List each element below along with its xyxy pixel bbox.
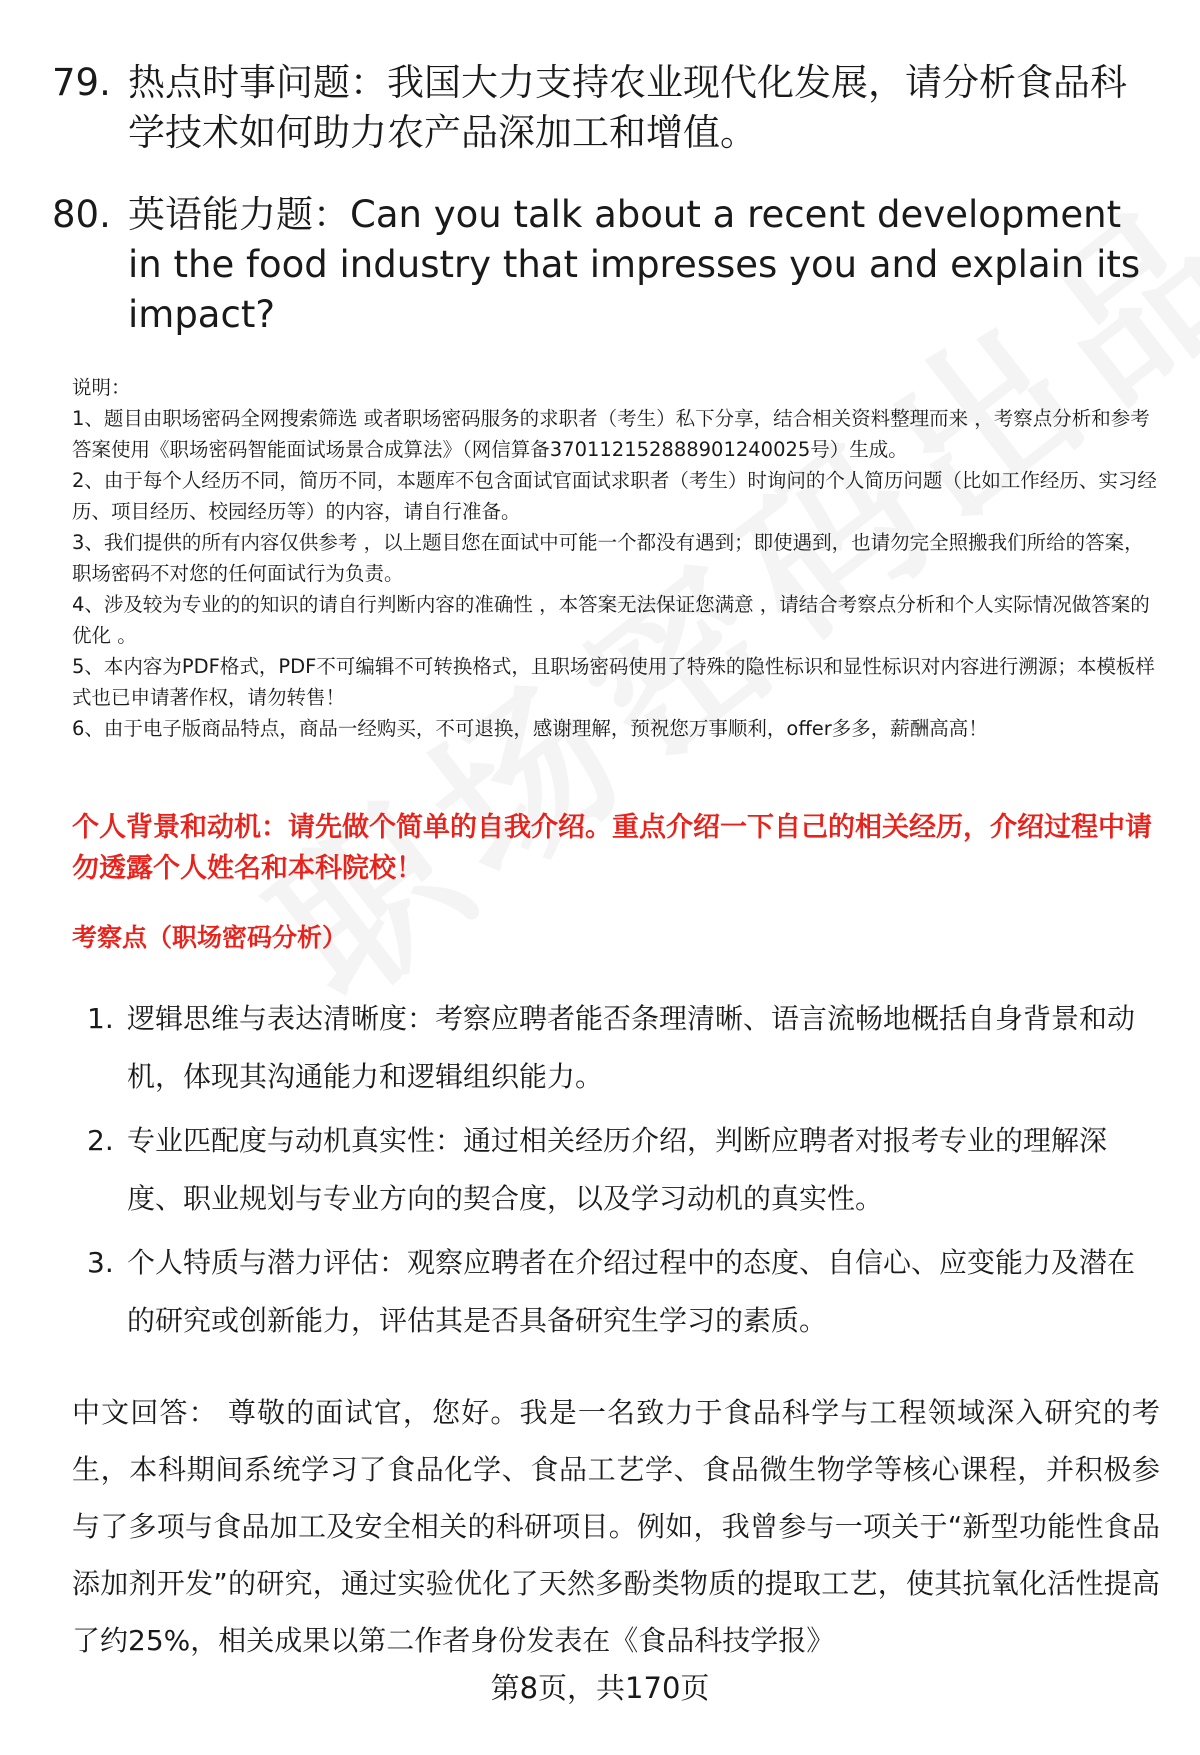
note-item: 3、我们提供的所有内容仅供参考 ，以上题目您在面试中可能一个都没有遇到；即使遇到，也请勿完全照搬我们所给的答案，职场密码不对您的任何面试行为负责。	[72, 531, 1144, 585]
notes-heading: 说明：	[72, 376, 131, 399]
list-item	[72, 990, 1157, 1106]
note-item: 6、由于电子版商品特点，商品一经购买，不可退换，感谢理解，预祝您万事顺利，offer多多，薪酬高高！	[72, 717, 988, 740]
list-item-number: 2.	[87, 1124, 114, 1157]
note-item: 4、涉及较为专业的的知识的请自行判断内容的准确性 ，本答案无法保证您满意 ，请结合考察点分析和个人实际情况做答案的优化 。	[72, 593, 1150, 647]
list-item	[72, 1112, 1157, 1228]
list-item-text: 个人特质与潜力评估：观察应聘者在介绍过程中的态度、自信心、应变能力及潜在的研究或创新能力，评估其是否具备研究生学习的素质。	[127, 1246, 1136, 1337]
notes-section	[72, 372, 1157, 744]
focus-points-list	[72, 990, 1157, 1356]
question-number: 79.	[52, 61, 111, 104]
note-item: 2、由于每个人经历不同，简历不同，本题库不包含面试官面试求职者（考生）时询问的个人简历问题（比如工作经历、实习经历、项目经历、校园经历等）的内容，请自行准备。	[72, 469, 1157, 523]
question-79	[52, 58, 1152, 158]
section-title: 个人背景和动机：请先做个简单的自我介绍。重点介绍一下自己的相关经历，介绍过程中请勿透露个人姓名和本科院校！	[72, 812, 1152, 884]
question-80	[52, 190, 1152, 340]
list-item	[72, 1234, 1157, 1350]
question-text: 热点时事问题：我国大力支持农业现代化发展，请分析食品科学技术如何助力农产品深加工和增值。	[128, 61, 1127, 154]
question-text: 英语能力题：Can you talk about a recent development in the food industry that impresses you and explain its impact?	[128, 193, 1141, 336]
note-item: 1、题目由职场密码全网搜索筛选 或者职场密码服务的求职者（考生）私下分享，结合相关资料整理而来 ，考察点分析和参考答案使用《职场密码智能面试场景合成算法》（网信算备370112152888901240025号）生成。	[72, 407, 1150, 461]
page-footer: 第8页，共170页	[490, 1671, 710, 1705]
list-item-text: 专业匹配度与动机真实性：通过相关经历介绍，判断应聘者对报考专业的理解深度、职业规划与专业方向的契合度，以及学习动机的真实性。	[127, 1124, 1108, 1215]
note-item: 5、本内容为PDF格式，PDF不可编辑不可转换格式，且职场密码使用了特殊的隐性标识和显性标识对内容进行溯源；本模板样式也已申请著作权，请勿转售！	[72, 655, 1155, 709]
focus-title: 考察点（职场密码分析）	[72, 923, 348, 952]
answer-paragraph: 中文回答： 尊敬的面试官，您好。我是一名致力于食品科学与工程领域深入研究的考生，本科期间系统学习了食品化学、食品工艺学、食品微生物学等核心课程，并积极参与了多项与食品加工及安全相关的科研项目。例如，我曾参与一项关于“新型功能性食品添加剂开发”的研究，通过实验优化了天然多酚类物质的提取工艺，使其抗氧化活性提高了约25%，相关成果以第二作者身份发表在《食品科技学报》	[72, 1396, 1160, 1657]
question-number: 80.	[52, 193, 111, 236]
list-item-number: 3.	[87, 1246, 114, 1279]
list-item-number: 1.	[87, 1002, 114, 1035]
list-item-text: 逻辑思维与表达清晰度：考察应聘者能否条理清晰、语言流畅地概括自身背景和动机，体现其沟通能力和逻辑组织能力。	[127, 1002, 1136, 1093]
